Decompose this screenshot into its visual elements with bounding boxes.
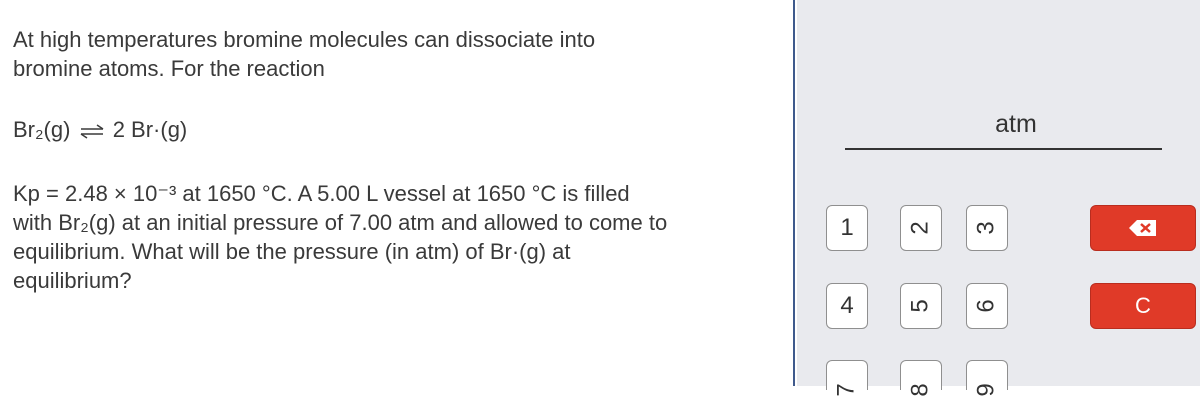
question-body-line: equilibrium? xyxy=(13,268,132,293)
keypad-key-2[interactable]: 2 xyxy=(900,205,942,251)
equilibrium-arrow-icon xyxy=(79,123,105,139)
answer-unit-label: atm xyxy=(995,110,1037,138)
question-body xyxy=(13,179,783,295)
question-intro xyxy=(13,25,773,83)
keypad-key-9[interactable]: 9 xyxy=(966,360,1008,390)
backspace-icon xyxy=(1128,218,1158,238)
keypad-key-6[interactable]: 6 xyxy=(966,283,1008,329)
backspace-button[interactable] xyxy=(1090,205,1196,251)
reaction-equation xyxy=(13,115,187,144)
question-body-line: with Br₂(g) at an initial pressure of 7.00 atm and allowed to come to xyxy=(13,210,668,235)
question-body-line: Kp = 2.48 × 10⁻³ at 1650 °C. A 5.00 L vessel at 1650 °C is filled xyxy=(13,181,630,206)
answer-input-line[interactable] xyxy=(845,148,1162,150)
keypad-key-5[interactable]: 5 xyxy=(900,283,942,329)
clear-button[interactable]: C xyxy=(1090,283,1196,329)
reaction-product: 2 Br·(g) xyxy=(112,117,188,142)
keypad-key-1[interactable]: 1 xyxy=(826,205,868,251)
reaction-reactant: Br₂(g) xyxy=(13,117,71,142)
keypad-key-4[interactable]: 4 xyxy=(826,283,868,329)
question-intro-line: At high temperatures bromine molecules can dissociate into xyxy=(13,27,596,52)
keypad-key-7[interactable]: 7 xyxy=(826,360,868,390)
question-body-line: equilibrium. What will be the pressure (in atm) of Br·(g) at xyxy=(13,239,571,264)
keypad-key-3[interactable]: 3 xyxy=(966,205,1008,251)
keypad-key-8[interactable]: 8 xyxy=(900,360,942,390)
question-intro-line: bromine atoms. For the reaction xyxy=(13,56,325,81)
